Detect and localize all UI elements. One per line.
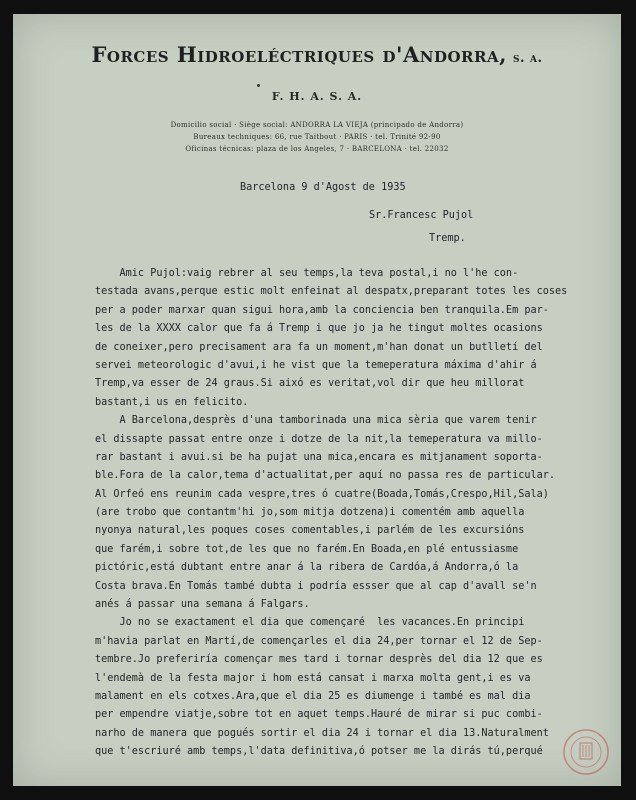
letter-line: Amic Pujol:vaig rebrer al seu temps,la teva postal,i no l'he con- xyxy=(95,268,519,279)
letter-line: malament en els cotxes.Ara,que el dia 25 es diumenge i també es mal dia xyxy=(95,690,531,702)
letter-line: el dissapte passat entre onze i dotze de la nit,la temeperatura va millo- xyxy=(95,433,543,445)
letter-line: Tremp,va esser de 24 graus.Si aixó es veritat,vol dir que heu millorat xyxy=(95,378,525,390)
company-name-text: Forces Hidroeléctriques d'Andorra, xyxy=(91,42,507,67)
letter-line: que t'escriuré amb temps,l'data definitiva,ó potser me la dirás tú,perqué xyxy=(95,746,543,758)
letter-line: testada avans,perque estic molt enfeinat al despatx,preparant totes les coses xyxy=(95,286,568,298)
letter-line: les de la XXXX calor que fa á Tremp i que jo ja he tingut moltes ocasions xyxy=(95,323,543,335)
letter-line: rar bastant i avui.si be ha pujat una mica,encara es mitjanament soporta- xyxy=(95,451,543,463)
letter-line: de coneixer,pero precisament ara fa un moment,m'han donat un butlletí del xyxy=(95,341,543,353)
company-name xyxy=(13,42,621,67)
letter-line: narho de manera que pogués sortir el dia 24 i tornar el dia 13.Naturalment xyxy=(95,727,549,739)
letter-line: ble.Fora de la calor,tema d'actualitat,per aquí no passa res de particular. xyxy=(95,470,556,482)
letter-line: per empendre viatje,sobre tot en aquet temps.Hauré de mirar si puc combi- xyxy=(95,709,543,721)
recipient-city: Tremp. xyxy=(429,233,466,244)
address-line-3: Oficinas técnicas: plaza de los Angeles, 7 · BARCELONA · tel. 22032 xyxy=(185,145,449,153)
letter-line: Costa brava.En Tomás també dubta i podría essser que al cap d'avall se'n xyxy=(95,580,537,592)
letter-line: m'havia parlat en Martí,de començarles el dia 24,per tornar el 12 de Sep- xyxy=(95,635,543,647)
letter-line: l'endemà de la festa major i hom está cansat i marxa molta gent,i es va xyxy=(95,672,531,684)
archive-seal-icon xyxy=(560,726,612,778)
letter-line: bastant,i us en felicito. xyxy=(95,396,249,408)
letter-page xyxy=(13,14,621,786)
letter-line: nyonya natural,les poques coses comentables,i parlém de les excursións xyxy=(95,525,525,537)
letter-line: que farém,i sobre tot,de les que no farém.En Boada,en plé entussiasme xyxy=(95,543,519,555)
letter-line: A Barcelona,desprès d'una tamborinada una mica sèria que varem tenir xyxy=(95,415,537,427)
letter-line: (are trobo que contantm'hi jo,som mitja dotzena)i comentém amb aquella xyxy=(95,507,525,519)
letter-body xyxy=(95,265,615,762)
address-line-2: Bureaux techniques: 66, rue Taitbout · PARIS · tel. Trinité 92-90 xyxy=(193,133,441,141)
letter-date: Barcelona 9 d'Agost de 1935 xyxy=(240,182,406,193)
letter-line: Jo no se exactament el dia que començaré les vacances.En principi xyxy=(95,617,525,629)
letter-line: per a poder marxar quan sigui hora,amb la conciencia ben tranquila.Em par- xyxy=(95,304,549,316)
company-acronym: F. H. A. S. A. xyxy=(271,90,363,103)
letter-line: anés á passar una semana á Falgars. xyxy=(95,599,310,611)
letter-line: Al Orfeó ens reunim cada vespre,tres ó cuatre(Boada,Tomás,Crespo,Hil,Sala) xyxy=(95,488,549,500)
letter-line: servei meteorologic d'avui,i he vist que la temeperatura máxima d'ahir á xyxy=(95,359,537,371)
letter-line: pictóric,está dubtant entre anar á la ribera de Cardóa,á Andorra,ó la xyxy=(95,562,519,574)
address-line-1: Domicilio social · Siège social: ANDORRA LA VIEJA (principado de Andorra) xyxy=(170,121,464,129)
letter-line: tembre.Jo preferiría començar mes tard i tornar desprès del dia 12 que es xyxy=(95,654,543,666)
company-suffix: s. a. xyxy=(512,51,543,66)
recipient-name: Sr.Francesc Pujol xyxy=(369,210,474,221)
decorative-dot xyxy=(257,84,260,87)
